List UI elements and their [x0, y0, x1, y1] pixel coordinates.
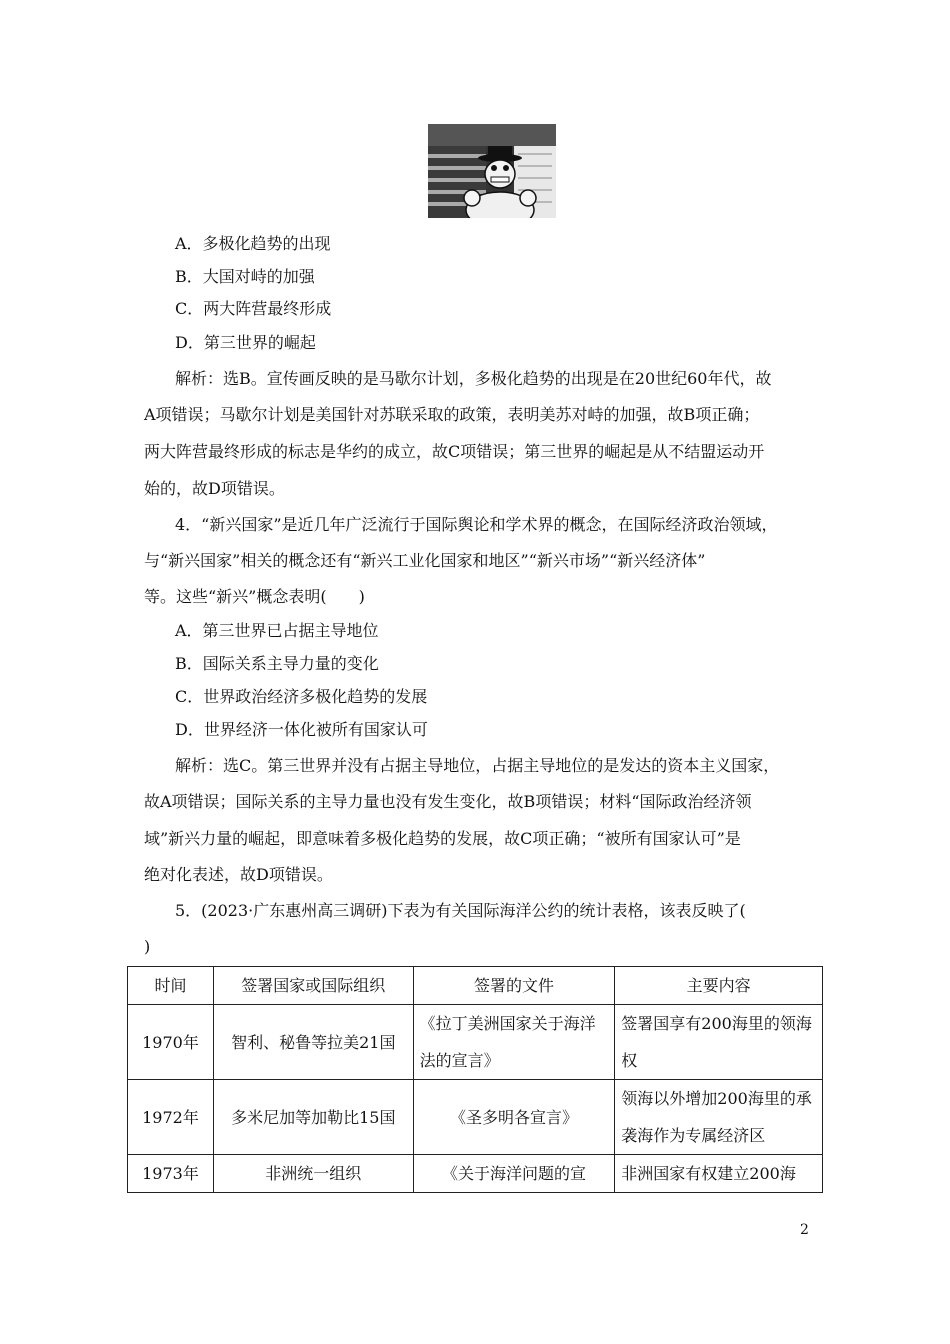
page-number: 2	[800, 1222, 809, 1238]
table-row	[128, 1080, 823, 1155]
q4-stem-line-3: 等。这些“新兴”概念表明( )	[144, 587, 365, 606]
table-cell-document: 《关于海洋问题的宣	[413, 1155, 615, 1193]
q3-option-d: D．第三世界的崛起	[175, 333, 316, 352]
q5-stem-line-2: )	[144, 937, 151, 956]
header-content: 主要内容	[615, 967, 823, 1005]
q4-option-d: D．世界经济一体化被所有国家认可	[175, 720, 428, 739]
q4-option-b: B．国际关系主导力量的变化	[175, 654, 379, 673]
q3-analysis-line-3: 两大阵营最终形成的标志是华约的成立，故C项错误；第三世界的崛起是从不结盟运动开	[144, 442, 765, 461]
table-cell-time: 1970年	[128, 1005, 214, 1080]
ocean-convention-table	[127, 966, 823, 1193]
table-cell-content: 领海以外增加200海里的承袭海作为专属经济区	[615, 1080, 823, 1155]
propaganda-cartoon-image	[428, 124, 556, 218]
q3-analysis-line-2: A项错误；马歇尔计划是美国针对苏联采取的政策，表明美苏对峙的加强，故B项正确；	[144, 405, 760, 424]
q3-option-a: A．多极化趋势的出现	[175, 234, 331, 253]
table-cell-document: 《圣多明各宣言》	[413, 1080, 615, 1155]
table-cell-signatory: 多米尼加等加勒比15国	[213, 1080, 413, 1155]
q4-analysis-line-1: 解析：选C。第三世界并没有占据主导地位，占据主导地位的是发达的资本主义国家，	[175, 756, 780, 775]
table-cell-content: 非洲国家有权建立200海	[615, 1155, 823, 1193]
table-cell-signatory: 智利、秘鲁等拉美21国	[213, 1005, 413, 1080]
table-cell-time: 1972年	[128, 1080, 214, 1155]
q4-analysis-line-3: 域”新兴力量的崛起，即意味着多极化趋势的发展，故C项正确；“被所有国家认可”是	[144, 829, 741, 848]
table-header-row	[128, 967, 823, 1005]
table-cell-content: 签署国享有200海里的领海权	[615, 1005, 823, 1080]
header-signatory: 签署国家或国际组织	[213, 967, 413, 1005]
q4-analysis-line-4: 绝对化表述，故D项错误。	[144, 865, 333, 884]
q3-option-c: C．两大阵营最终形成	[175, 299, 332, 318]
q5-stem-line-1: 5．(2023·广东惠州高三调研)下表为有关国际海洋公约的统计表格，该表反映了(	[175, 901, 746, 920]
q4-stem-line-2: 与“新兴国家”相关的概念还有“新兴工业化国家和地区”“新兴市场”“新兴经济体”	[144, 551, 706, 570]
q4-option-c: C．世界政治经济多极化趋势的发展	[175, 687, 428, 706]
table-cell-time: 1973年	[128, 1155, 214, 1193]
header-time: 时间	[128, 967, 214, 1005]
q3-analysis-line-4: 始的，故D项错误。	[144, 479, 285, 498]
q4-analysis-line-2: 故A项错误；国际关系的主导力量也没有发生变化，故B项错误；材料“国际政治经济领	[144, 792, 752, 811]
table-row	[128, 1155, 823, 1193]
table-row	[128, 1005, 823, 1080]
q4-option-a: A．第三世界已占据主导地位	[175, 621, 379, 640]
table-cell-signatory: 非洲统一组织	[213, 1155, 413, 1193]
table-cell-document: 《拉丁美洲国家关于海洋法的宣言》	[413, 1005, 615, 1080]
cartoon-illustration	[428, 124, 556, 218]
q3-option-b: B．大国对峙的加强	[175, 267, 315, 286]
header-document: 签署的文件	[413, 967, 615, 1005]
q4-stem-line-1: 4．“新兴国家”是近几年广泛流行于国际舆论和学术界的概念，在国际经济政治领域，	[175, 515, 778, 534]
q3-analysis-line-1: 解析：选B。宣传画反映的是马歇尔计划，多极化趋势的出现是在20世纪60年代，故	[175, 369, 772, 388]
